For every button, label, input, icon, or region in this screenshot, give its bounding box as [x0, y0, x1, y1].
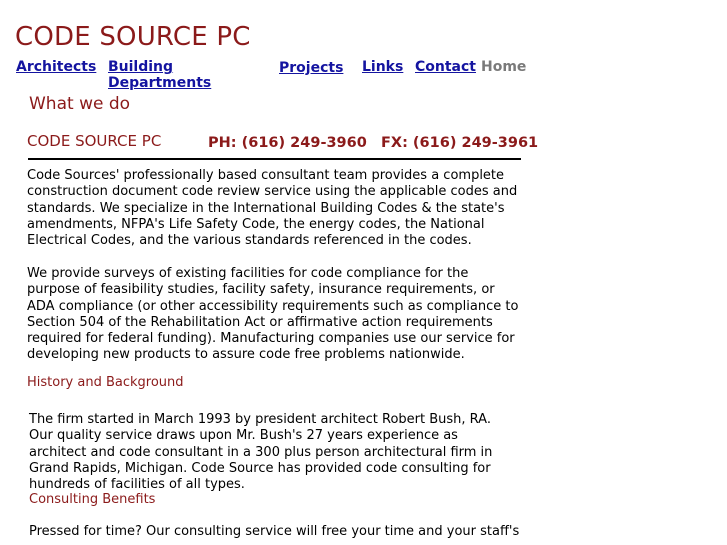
benefits-paragraph: Pressed for time? Our consulting service will free your time and your staff's	[29, 524, 520, 539]
nav-architects-link[interactable]: Architects	[16, 59, 97, 75]
nav-building-line2: Departments	[108, 75, 212, 91]
history-heading: History and Background	[27, 375, 184, 390]
nav-links-link[interactable]: Links	[362, 59, 404, 75]
surveys-paragraph: We provide surveys of existing facilities for code compliance for the purpose of feasibility studies, facility safety, insurance requirements, or ADA compliance (or other accessibility requirements such as compliance to Section 504 of the Rehabilitation Act or affirmative action requirements required for federal funding). Manufacturing companies use our service for developing new products to assure code free problems nationwide.	[27, 266, 519, 363]
nav-contact-link[interactable]: Contact	[415, 59, 476, 75]
benefits-heading: Consulting Benefits	[29, 492, 156, 507]
site-title: CODE SOURCE PC	[15, 22, 251, 52]
nav-home-current[interactable]: Home	[481, 59, 527, 75]
intro-paragraph: Code Sources' professionally based consultant team provides a complete construction document code review service using the applicable codes and standards. We specialize in the International Building Codes & the state's amendments, NFPA's Life Safety Code, the energy codes, the National Electrical Codes, and the various standards referenced in the codes.	[27, 168, 518, 249]
divider-line	[28, 158, 521, 160]
phone-number: PH: (616) 249-3960	[208, 135, 367, 151]
nav-building-departments-link[interactable]	[108, 59, 211, 91]
nav-building-line1: Building	[108, 59, 174, 75]
nav-projects-link[interactable]: Projects	[279, 60, 344, 76]
section-heading: What we do	[29, 94, 131, 114]
history-paragraph: The firm started in March 1993 by president architect Robert Bush, RA. Our quality service draws upon Mr. Bush's 27 years experience as architect and code consultant in a 300 plus person architectural firm in Grand Rapids, Michigan. Code Source has provided code consulting for hundreds of facilities of all types.	[29, 412, 493, 493]
fax-number: FX: (616) 249-3961	[381, 135, 539, 151]
brand-name: CODE SOURCE PC	[27, 132, 162, 150]
